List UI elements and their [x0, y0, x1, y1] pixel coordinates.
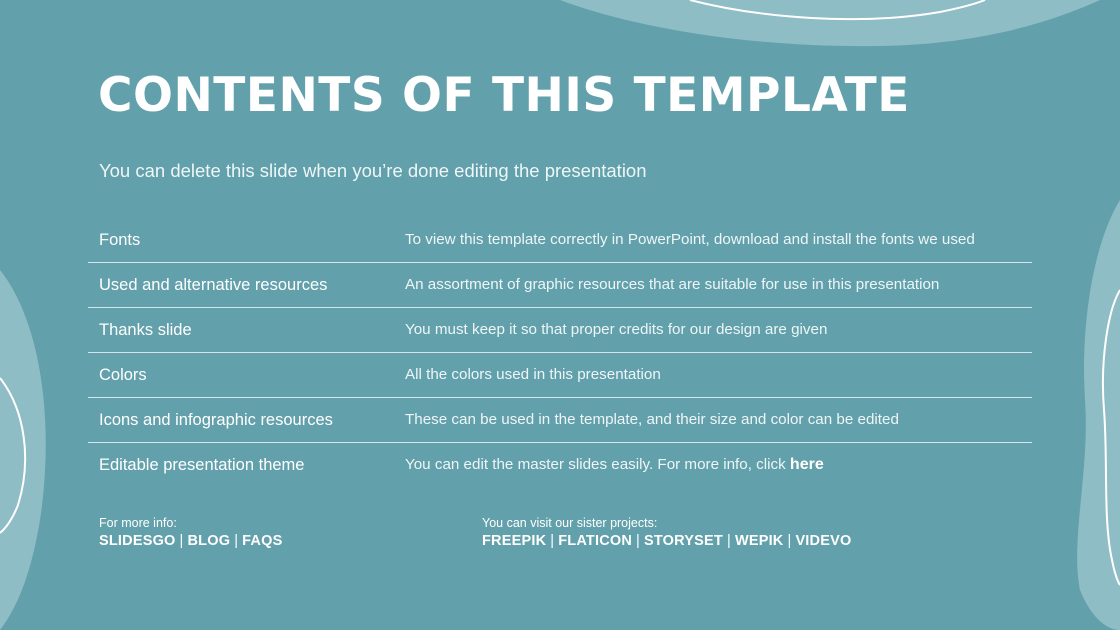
row-description	[405, 443, 824, 487]
row-label: Editable presentation theme	[99, 456, 305, 474]
table-row	[88, 353, 1032, 398]
row-description: These can be used in the template, and their size and color can be edited	[405, 411, 899, 428]
faqs-link[interactable]: FAQS	[242, 533, 283, 549]
link-separator: |	[234, 533, 239, 549]
row-description: To view this template correctly in PowerPoint, download and install the fonts we used	[405, 231, 975, 248]
link-separator: |	[726, 533, 731, 549]
contents-table	[88, 218, 1032, 487]
page-title: CONTENTS OF THIS TEMPLATE	[98, 68, 910, 123]
footer-more-info	[99, 516, 282, 551]
row-label: Fonts	[99, 231, 141, 249]
slidesgo-link[interactable]: SLIDESGO	[99, 533, 176, 549]
footer-more-info-links	[99, 531, 282, 551]
row-label: Icons and infographic resources	[99, 411, 333, 429]
footer-more-info-label: For more info:	[99, 516, 177, 530]
row-description-text: You can edit the master slides easily. For more info, click	[405, 456, 790, 473]
footer-sister-projects-label: You can visit our sister projects:	[482, 516, 658, 530]
footer-sister-projects	[482, 516, 851, 551]
table-row	[88, 398, 1032, 443]
row-description: An assortment of graphic resources that are suitable for use in this presentation	[405, 276, 940, 293]
freepik-link[interactable]: FREEPIK	[482, 533, 547, 549]
videvo-link[interactable]: VIDEVO	[795, 533, 852, 549]
link-separator: |	[636, 533, 641, 549]
row-description: You must keep it so that proper credits for our design are given	[405, 321, 828, 338]
link-separator: |	[179, 533, 184, 549]
link-separator: |	[787, 533, 792, 549]
footer-sister-projects-links	[482, 531, 851, 551]
row-description: All the colors used in this presentation	[405, 366, 661, 383]
table-row	[88, 218, 1032, 263]
row-label: Used and alternative resources	[99, 276, 328, 294]
here-link[interactable]: here	[789, 456, 824, 473]
table-row	[88, 263, 1032, 308]
left-blob-shape	[0, 270, 46, 630]
top-blob-shape	[560, 0, 1100, 46]
blog-link[interactable]: BLOG	[187, 533, 231, 549]
table-row	[88, 308, 1032, 353]
row-label: Thanks slide	[99, 321, 192, 339]
page-subtitle: You can delete this slide when you’re done editing the presentation	[99, 160, 647, 181]
link-separator: |	[550, 533, 555, 549]
table-row	[88, 443, 1032, 487]
storyset-link[interactable]: STORYSET	[644, 533, 723, 549]
flaticon-link[interactable]: FLATICON	[558, 533, 633, 549]
wepik-link[interactable]: WEPIK	[734, 533, 784, 549]
row-label: Colors	[99, 366, 147, 384]
